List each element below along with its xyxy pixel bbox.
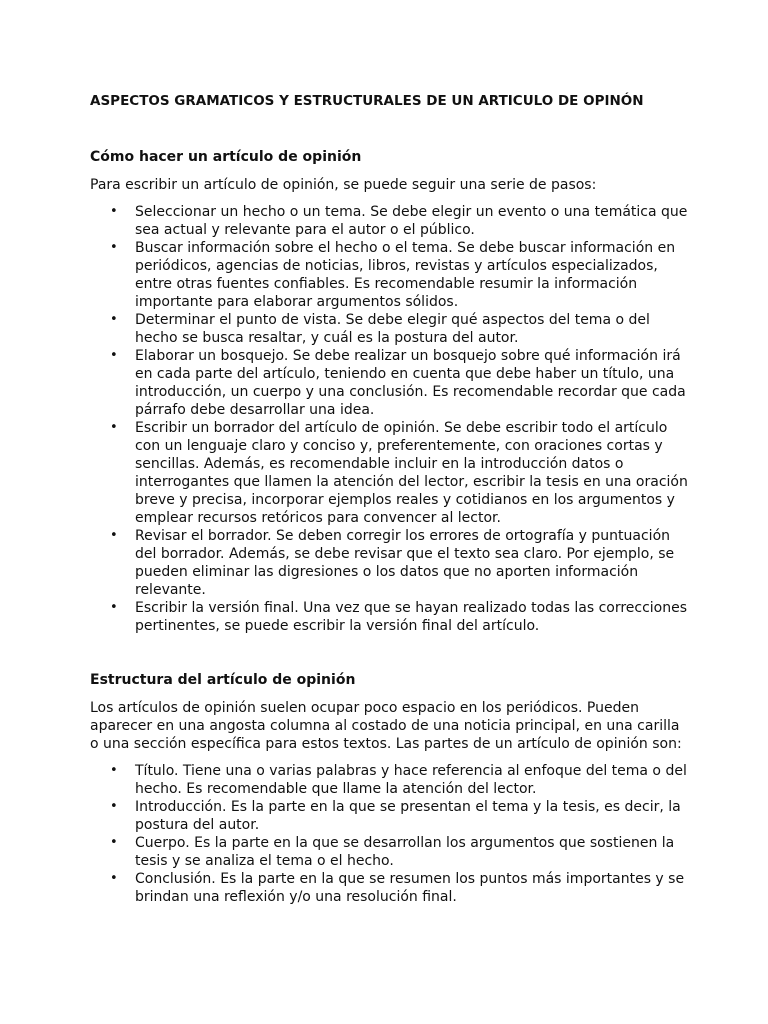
list-item-text: Seleccionar un hecho o un tema. Se debe elegir un evento o una temática que sea actual y relevante para el autor o el público. [135, 204, 688, 238]
list-item [90, 203, 690, 239]
bullet-icon: • [110, 799, 118, 814]
list-item [90, 762, 690, 798]
list-item-text: Elaborar un bosquejo. Se debe realizar un bosquejo sobre qué información irá en cada parte del artículo, teniendo en cuenta que debe haber un título, una introducción, un cuerpo y una conclusión. Es recomendable recordar que cada párrafo debe desarrollar una idea. [135, 348, 686, 418]
bullet-icon: • [110, 871, 118, 886]
list-item-text: Cuerpo. Es la parte en la que se desarrollan los argumentos que sostienen la tesis y se analiza el tema o el hecho. [135, 835, 675, 869]
list-item-text: Título. Tiene una o varias palabras y hace referencia al enfoque del tema o del hecho. Es recomendable que llame la atención del lector. [135, 763, 687, 797]
bullet-list [90, 762, 690, 906]
list-item-text: Escribir la versión final. Una vez que se hayan realizado todas las correcciones pertinentes, se puede escribir la versión final del artículo. [135, 600, 688, 634]
bullet-icon: • [110, 528, 118, 543]
bullet-icon: • [110, 600, 118, 615]
list-item [90, 527, 690, 599]
bullet-icon: • [110, 204, 118, 219]
section-structure [90, 670, 690, 906]
list-item-text: Conclusión. Es la parte en la que se resumen los puntos más importantes y se brindan una reflexión y/o una resolución final. [135, 871, 685, 905]
section-heading: Estructura del artículo de opinión [90, 672, 356, 688]
bullet-icon: • [110, 420, 118, 435]
list-item [90, 870, 690, 906]
list-item [90, 347, 690, 419]
list-item [90, 419, 690, 527]
bullet-icon: • [110, 240, 118, 255]
list-item-text: Revisar el borrador. Se deben corregir los errores de ortografía y puntuación del borrador. Además, se debe revisar que el texto sea claro. Por ejemplo, se pueden eliminar las digresiones o los datos que no aporten información relevante. [135, 528, 675, 598]
list-item-text: Introducción. Es la parte en la que se presentan el tema y la tesis, es decir, la postura del autor. [135, 799, 681, 833]
list-item-text: Buscar información sobre el hecho o el tema. Se debe buscar información en periódicos, agencias de noticias, libros, revistas y artículos especializados, entre otras fuentes confiables. Es recomendable resumir la información importante para elaborar argumentos sólidos. [135, 240, 676, 310]
bullet-icon: • [110, 763, 118, 778]
bullet-icon: • [110, 312, 118, 327]
section-how-to-write [90, 147, 690, 635]
bullet-icon: • [110, 348, 118, 363]
section-intro: Los artículos de opinión suelen ocupar poco espacio en los periódicos. Pueden aparecer en una angosta columna al costado de una noticia principal, en una carilla o una sección específica para estos textos. Las partes de un artículo de opinión son: [90, 700, 682, 752]
bullet-list [90, 203, 690, 635]
list-item-text: Escribir un borrador del artículo de opinión. Se debe escribir todo el artículo con un lenguaje claro y conciso y, preferentemente, con oraciones cortas y sencillas. Además, es recomendable incluir en la introducción datos o interrogantes que llamen la atención del lector, escribir la tesis en una oración breve y precisa, incorporar ejemplos reales y cotidianos en los argumentos y emplear recursos retóricos para convencer al lector. [135, 420, 688, 526]
list-item [90, 834, 690, 870]
list-item [90, 599, 690, 635]
list-item-text: Determinar el punto de vista. Se debe elegir qué aspectos del tema o del hecho se busca resaltar, y cuál es la postura del autor. [135, 312, 650, 346]
list-item [90, 239, 690, 311]
list-item [90, 311, 690, 347]
section-heading: Cómo hacer un artículo de opinión [90, 149, 362, 165]
section-intro: Para escribir un artículo de opinión, se puede seguir una serie de pasos: [90, 177, 597, 193]
bullet-icon: • [110, 835, 118, 850]
document-title: ASPECTOS GRAMATICOS Y ESTRUCTURALES DE UN ARTICULO DE OPINÓN [90, 93, 644, 109]
list-item [90, 798, 690, 834]
